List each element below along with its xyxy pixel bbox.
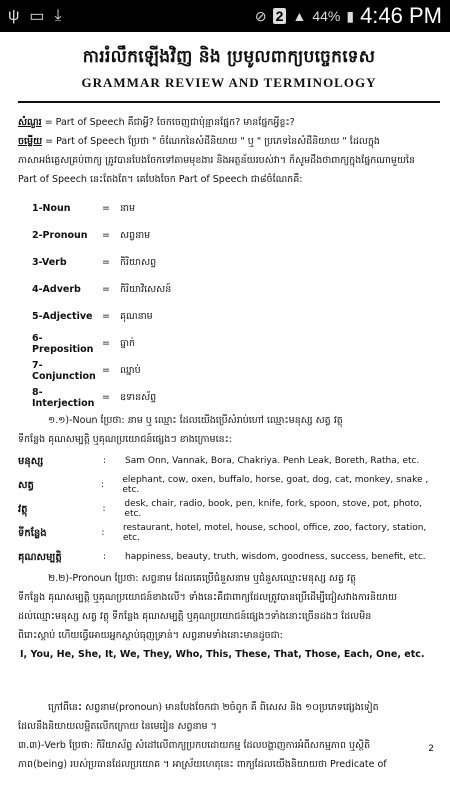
pos-khmer: ឈ្នាប់ xyxy=(120,364,141,376)
colon: : xyxy=(103,456,107,466)
question-label: សំណួរ xyxy=(18,117,42,128)
pronoun-list: I, You, He, She, It, We, They, Who, This, These, That, Those, Each, One, etc. xyxy=(20,649,425,660)
battery-level: 44% xyxy=(312,8,341,24)
pos-khmer: ធ្នាក់ xyxy=(120,337,136,349)
battery-icon: ▮ xyxy=(346,7,355,24)
pos-english: 2-Pronoun xyxy=(32,230,88,241)
pos-english: 3-Verb xyxy=(32,257,67,268)
noun-paragraph-1: ១.១)-Noun ប្រែថា: នាម ឬ ឈ្មោះ ដែលយើងប្រើសំរាប់ហៅ ឈ្មោះមនុស្ស សត្វ វត្ថុ xyxy=(48,415,343,426)
parts-of-speech-list xyxy=(32,195,440,411)
example-term: សត្វ xyxy=(18,479,34,491)
document-page[interactable] xyxy=(0,32,450,800)
status-bar xyxy=(0,0,450,32)
example-words: desk, chair, radio, book, pen, knife, fork, spoon, stove, pot, photo, etc. xyxy=(124,499,422,519)
answer-label: ចម្លើយ xyxy=(18,136,43,147)
download-icon: ⤓ xyxy=(54,7,62,24)
pos-khmer: កិរិយាសព្ទ xyxy=(120,256,157,268)
colon: : xyxy=(101,528,105,538)
title-english: GRAMMAR REVIEW AND TERMINOLOGY xyxy=(81,75,377,90)
mute-icon: ⊘ xyxy=(254,7,267,24)
pronoun-paragraph-3: ដល់ឈ្មោះមនុស្ស សត្វ វត្ថុ ទីកន្លែង គុណសម្បត្តិ ឬគុណប្រយោជន៍ផ្សេងៗទាំងនោះច្រើនដងៗ ដែលមិន xyxy=(18,611,372,622)
rest-paragraph-2: ដែលនឹងនិយាយលម្អិតលើកក្រោយ នៃមេរៀន សព្វនាម ។ xyxy=(18,721,217,732)
pos-khmer: សព្វនាម xyxy=(120,229,151,241)
colon: : xyxy=(102,504,106,514)
pos-english: 1-Noun xyxy=(32,203,71,214)
pos-khmer: នាម xyxy=(120,202,136,214)
example-term: វត្ថុ xyxy=(18,503,28,515)
answer-text-1: = Part of Speech ប្រែថា " ចំណែកនៃសំដីនិយាយ " ឬ " ប្រភេទនៃសំដីនិយាយ " ដែលក្នុង xyxy=(42,136,380,147)
example-words: restaurant, hotel, motel, house, school, office, zoo, factory, station, etc. xyxy=(123,523,427,543)
sim-badge: 2 xyxy=(273,8,287,24)
example-words: Sam Onn, Vannak, Bora, Chakriya. Penh Leak, Boreth, Ratha, etc. xyxy=(125,456,420,466)
example-row xyxy=(18,449,440,473)
example-words: happiness, beauty, truth, wisdom, goodness, success, benefit, etc. xyxy=(125,552,426,562)
title-khmer: ការរំលឹកឡើងវិញ និង ប្រមូលពាក្យបច្ចេកទេស xyxy=(82,47,376,67)
image-icon: ▭ xyxy=(29,8,45,25)
example-term: គុណសម្បត្តិ xyxy=(18,551,62,563)
pos-item xyxy=(32,330,440,357)
equals-sign: = xyxy=(102,284,110,295)
pronoun-paragraph-2: ទីកន្លែង គុណសម្បត្តិ ឬគុណប្រយោជន៍ខាងលើ។ ទាំងនេះគឺជាពាក្យដែលត្រូវបានប្រើដើម្បីជៀសវាងការនិយាយ xyxy=(18,592,398,603)
example-row xyxy=(18,473,440,497)
pos-khmer: កិរិយាវិសេសន៍ xyxy=(120,283,172,295)
example-row xyxy=(18,521,440,545)
question-text: = Part of Speech គឺជាអ្វី? ចែកចេញជាប៉ុន្មានផ្នែក? មានផ្នែកអ្វីខ្លះ? xyxy=(41,117,295,128)
pos-item xyxy=(32,222,440,249)
usb-icon: ψ xyxy=(8,7,20,24)
rest-paragraph-1: ក្រៅពីនេះ សព្វនាម(pronoun) មានបែងចែកជា ២ចំពូក គឺ ពិសេស និង ១០ប្រភេទផ្សេងទៀត xyxy=(48,702,379,713)
pos-english: 7-Conjunction xyxy=(32,359,96,382)
equals-sign: = xyxy=(102,230,110,241)
pos-item xyxy=(32,249,440,276)
equals-sign: = xyxy=(102,392,110,403)
verb-paragraph-1: ៣.៣)-Verb ប្រែថា: កិរិយាស័ព្ទ សំដៅលើពាក្យប្រកបដោយកម្ម ដែលបង្ហាញការអំពីសកម្មភាព ឬស្ថិតិ xyxy=(18,740,371,751)
answer-line-2: ភាសាអង់គ្លេសគ្រប់ពាក្យ ត្រូវបានបែងចែកទៅតាមមុខងារ និងអត្ថន័យរបស់វា។ ក៏សូមដឹងថាពាក្យក្នុងផ្នែកណាមួយនៃ xyxy=(18,155,416,166)
pos-item xyxy=(32,303,440,330)
page-number: 2 xyxy=(428,744,434,754)
pronoun-paragraph-4: ពិរោះស្តាប់ ហើយធ្វើអោយអ្នកស្តាប់ធុញទ្រាន់។ សព្វនាមទាំងនោះមានដូចជា: xyxy=(18,630,283,641)
pos-khmer: គុណនាម xyxy=(120,310,153,322)
pos-english: 8-Interjection xyxy=(32,386,95,409)
equals-sign: = xyxy=(102,338,110,349)
pos-english: 6-Preposition xyxy=(32,332,94,355)
example-row xyxy=(18,497,440,521)
examples-list xyxy=(18,449,440,569)
pos-item xyxy=(32,384,440,411)
example-term: មនុស្ស xyxy=(18,455,44,467)
signal-icon: ▲ xyxy=(292,8,307,24)
equals-sign: = xyxy=(102,365,110,376)
answer-line-1 xyxy=(18,132,440,151)
pos-english: 4-Adverb xyxy=(32,284,81,295)
example-term: ទីកន្លែង xyxy=(18,527,47,539)
pos-english: 5-Adjective xyxy=(32,311,93,322)
verb-paragraph-2: ភាព(being) របស់ប្រធានដែលប្រយោគ ។ អាស្រ័យហេតុនេះ ពាក្យដែលយើងនិយាយថា Predicate of xyxy=(18,759,387,770)
equals-sign: = xyxy=(102,311,110,322)
equals-sign: = xyxy=(102,203,110,214)
question-line xyxy=(18,113,440,132)
answer-line-3: Part of Speech នេះតែងតែ។ គេបែងចែក Part of Speech ជា៨ចំណែកគឺ: xyxy=(18,174,303,185)
equals-sign: = xyxy=(102,257,110,268)
pos-khmer: ឧទានស័ព្ទ xyxy=(120,391,157,403)
noun-paragraph-2: ទីកន្លែង គុណសម្បត្តិ ឬគុណប្រយោជន៍ផ្សេងៗ ខាងក្រោមនេះ: xyxy=(18,434,232,445)
pos-item xyxy=(32,276,440,303)
colon: : xyxy=(100,480,104,490)
pos-item xyxy=(32,357,440,384)
example-row xyxy=(18,545,440,569)
pos-item xyxy=(32,195,440,222)
divider xyxy=(18,101,440,103)
clock: 4:46 PM xyxy=(360,3,442,28)
colon: : xyxy=(103,552,107,562)
pronoun-paragraph-1: ២.២)-Pronoun ប្រែថា: សព្វនាម ដែលគេប្រើជំនួសនាម ឬជំនួសឈ្មោះមនុស្ស សត្វ វត្ថុ xyxy=(48,573,357,584)
example-words: elephant, cow, oxen, buffalo, horse, goat, dog, cat, monkey, snake , etc. xyxy=(122,475,429,495)
